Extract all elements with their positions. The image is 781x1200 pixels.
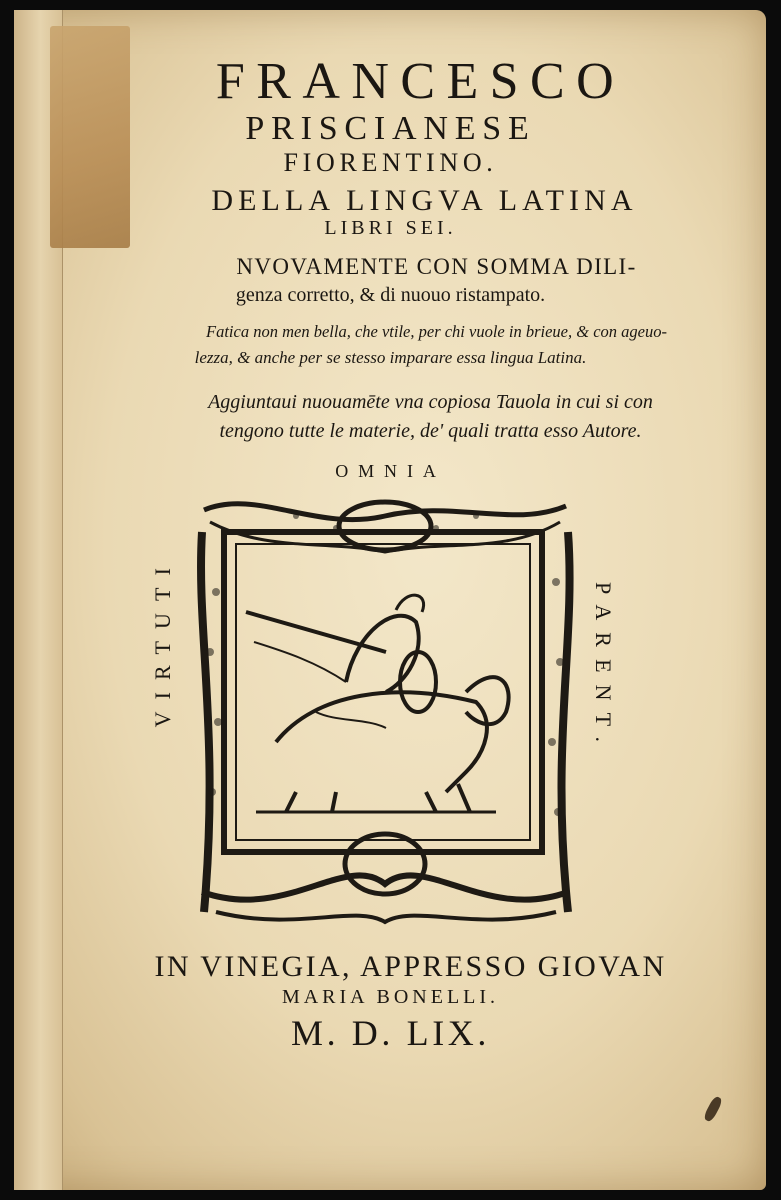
purpose-line1: Fatica non men bella, che vtile, per chi vuole in brieue, & con ageuo- xyxy=(206,322,667,341)
author-origin: FIORENTINO. xyxy=(283,148,498,177)
printers-device-woodcut xyxy=(196,492,574,932)
imprint-line1: IN VINEGIA, APPRESSO GIOVAN xyxy=(154,950,667,983)
purpose-line2: lezza, & anche per se stesso imparare essa lingua Latina. xyxy=(194,348,587,367)
motto-right: PARENT. xyxy=(591,582,616,755)
work-title: DELLA LINGVA LATINA xyxy=(211,184,638,217)
publication-date: M. D. LIX. xyxy=(291,1013,490,1053)
addition-line1: Aggiuntaui nuouamēte vna copiosa Tauola in cui si con xyxy=(208,391,653,413)
edition-note-line1: NVOVAMENTE CON SOMMA DILI- xyxy=(236,254,637,279)
motto-left: VIRTUTI xyxy=(150,556,175,728)
author-surname: PRISCIANESE xyxy=(245,110,536,147)
motto-top: OMNIA xyxy=(335,461,446,481)
author-name: FRANCESCO xyxy=(215,53,626,110)
imprint-line2: MARIA BONELLI. xyxy=(281,986,500,1008)
books-count: LIBRI SEI. xyxy=(324,217,457,239)
addition-line2: tengono tutte le materie, de' quali tratta esso Autore. xyxy=(219,420,642,442)
edition-note-line2: genza corretto, & di nuouo ristampato. xyxy=(235,284,546,306)
